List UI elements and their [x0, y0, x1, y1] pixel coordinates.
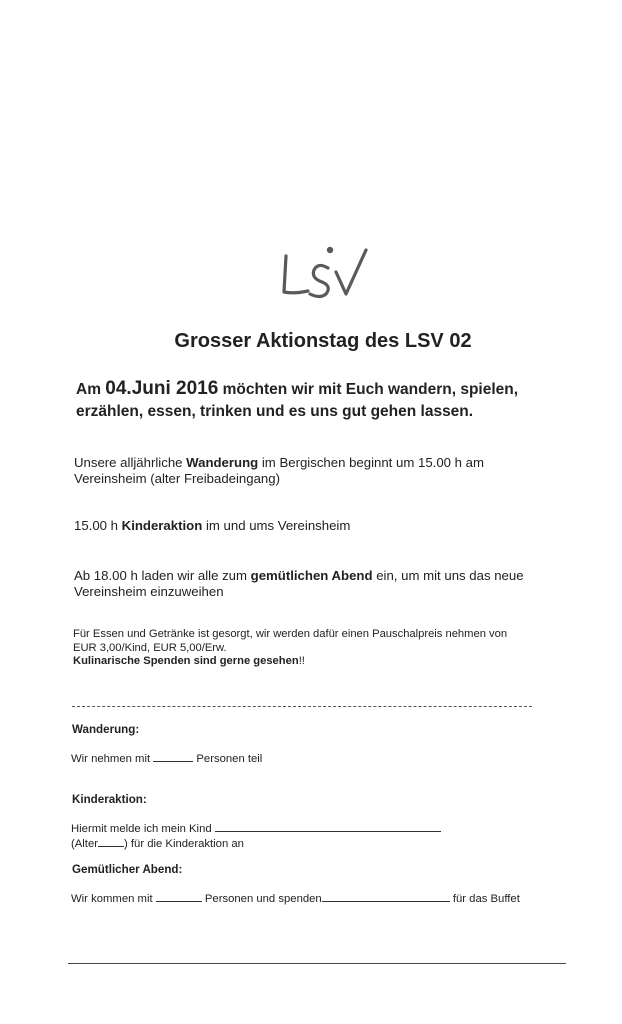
donation-blank[interactable]: [322, 891, 450, 902]
abend-paragraph: Ab 18.00 h laden wir alle zum gemütlichen Abend ein, um mit uns das neue Vereinsheim einzuweihen: [74, 568, 524, 599]
intro-line-2: erzählen, essen, trinken und es uns gut gehen lassen.: [76, 403, 474, 420]
lsv-logo: [276, 238, 372, 300]
child-age-blank[interactable]: [98, 836, 124, 847]
event-date: 04.Juni 2016: [105, 378, 219, 399]
intro-text: [76, 378, 518, 423]
intro-line-1: Am 04.Juni 2016 möchten wir mit Euch wandern, spielen,: [76, 378, 519, 399]
form-abend-row: Wir kommen mit Personen und spenden für das Buffet: [71, 893, 520, 905]
cut-line: [72, 706, 532, 707]
form-wanderung-heading: Wanderung:: [72, 723, 140, 736]
kinderaktion-paragraph: 15.00 h Kinderaktion im und ums Vereinsheim: [74, 518, 351, 533]
form-abend-heading: Gemütlicher Abend:: [72, 863, 183, 876]
page-title: Grosser Aktionstag des LSV 02: [174, 330, 472, 352]
food-paragraph: Für Essen und Getränke ist gesorgt, wir werden dafür einen Pauschalpreis nehmen von EUR 3,00/Kind, EUR 5,00/Erw. Kulinarische Spenden sind gerne gesehen!!: [73, 628, 508, 667]
wanderung-paragraph: Unsere alljährliche Wanderung im Bergischen beginnt um 15.00 h am Vereinsheim (alter Freibadeingang): [74, 455, 484, 486]
persons-blank-wanderung[interactable]: [153, 751, 193, 762]
form-wanderung-row: Wir nehmen mit Personen teil: [71, 753, 263, 765]
form-kinder-heading: Kinderaktion:: [72, 793, 147, 806]
form-kinder-row: Hiermit melde ich mein Kind (Alter ) für die Kinderaktion an: [71, 821, 441, 851]
footer-line: [68, 963, 566, 964]
persons-blank-abend[interactable]: [156, 891, 202, 902]
child-name-blank[interactable]: [215, 821, 441, 832]
